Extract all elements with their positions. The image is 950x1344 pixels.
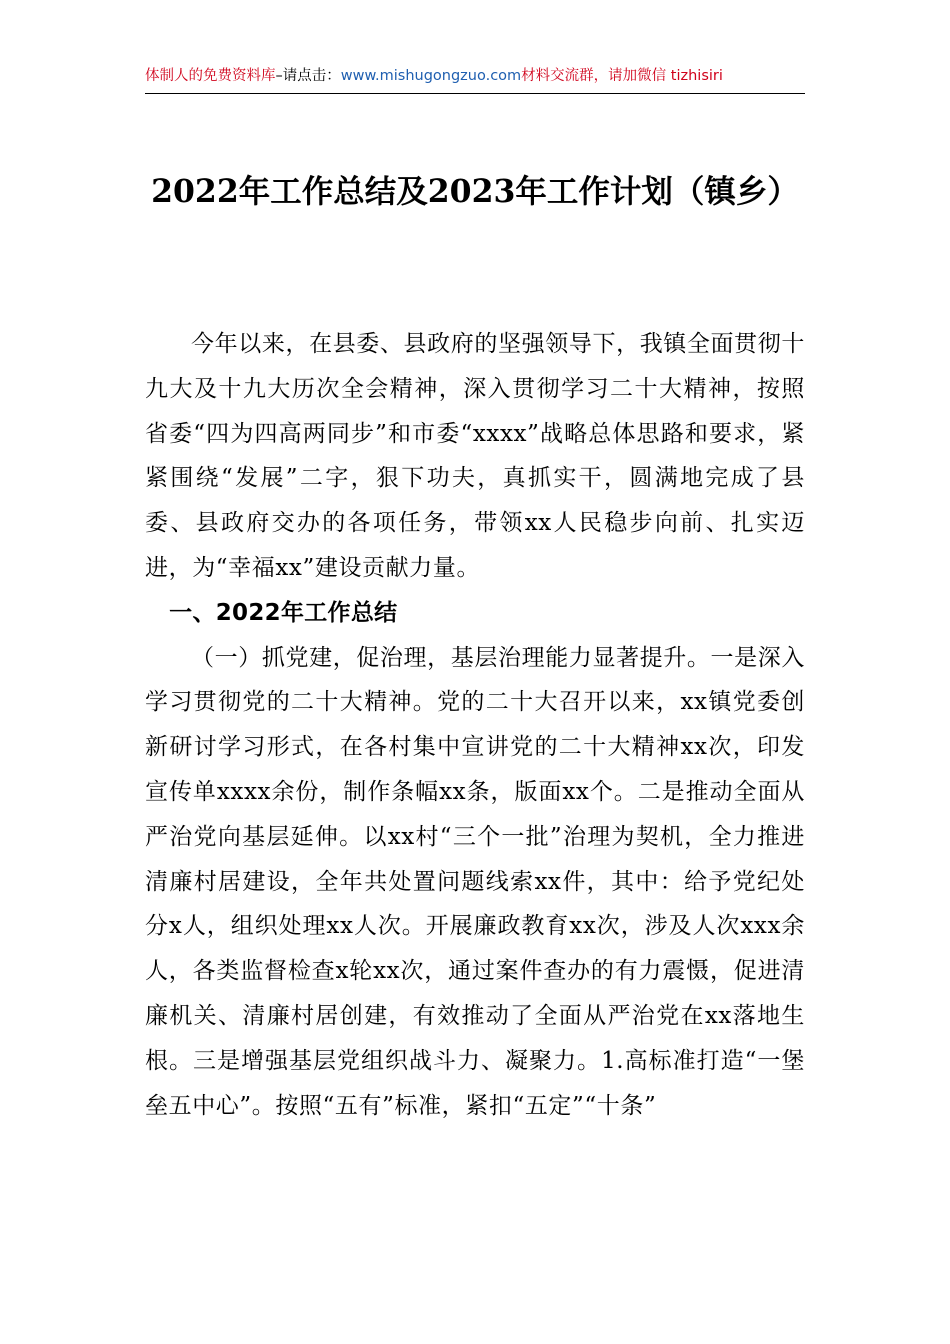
document-body	[145, 322, 805, 1128]
header-prompt: –请点击：	[275, 68, 341, 84]
header-contact: 材料交流群，请加微信 tizhisiri	[521, 68, 723, 84]
page-header	[145, 66, 805, 86]
header-divider	[145, 93, 805, 94]
section-heading: 一、2022年工作总结	[169, 599, 398, 626]
header-site-name: 体制人的免费资料库	[145, 68, 276, 84]
section-paragraph: （一）抓党建，促治理，基层治理能力显著提升。一是深入学习贯彻党的二十大精神。党的二十大召开以来，xx镇党委创新研讨学习形式，在各村集中宣讲党的二十大精神xx次，印发宣传单xxxx余份，制作条幅xx条，版面xx个。二是推动全面从严治党向基层延伸。以xx村“三个一批”治理为契机，全力推进清廉村居建设，全年共处置问题线索xx件，其中：给予党纪处分x人，组织处理xx人次。开展廉政教育xx次，涉及人次xxx余人，各类监督检查x轮xx次，通过案件查办的有力震慑，促进清廉机关、清廉村居创建，有效推动了全面从严治党在xx落地生根。三是增强基层党组织战斗力、凝聚力。1.高标准打造“一堡垒五中心”。按照“五有”标准，紧扣“五定”“十条”	[145, 644, 805, 1119]
header-url-link[interactable]: www.mishugongzuo.com	[340, 68, 522, 84]
intro-paragraph: 今年以来，在县委、县政府的坚强领导下，我镇全面贯彻十九大及十九大历次全会精神，深入贯彻学习二十大精神，按照省委“四为四高两同步”和市委“xxxx”战略总体思路和要求，紧紧围绕“发展”二字，狠下功夫，真抓实干，圆满地完成了县委、县政府交办的各项任务，带领xx人民稳步向前、扎实迈进，为“幸福xx”建设贡献力量。	[145, 331, 805, 581]
document-title: 2022年工作总结及2023年工作计划（镇乡）	[151, 173, 799, 210]
